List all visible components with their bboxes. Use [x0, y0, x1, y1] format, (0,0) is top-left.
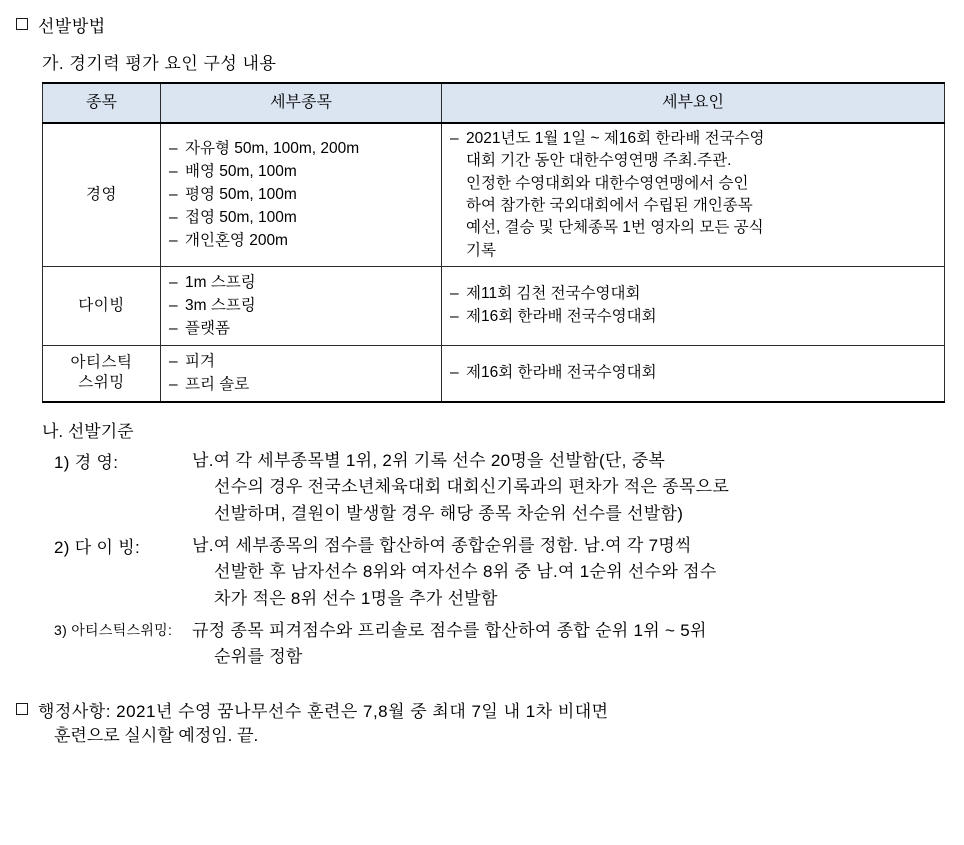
list-item: – 제16회 한라배 전국수영대회 [448, 362, 938, 384]
cell-subevents [161, 266, 442, 345]
criteria-label: 2) 다 이 빙: [54, 537, 140, 557]
column-header-factor: 세부요인 [442, 83, 945, 123]
factor-list [448, 362, 938, 384]
column-header-subevent: 세부종목 [161, 83, 442, 123]
factor-line: 하여 참가한 국외대회에서 수립된 개인종목 [466, 196, 753, 214]
factor-line: 대회 기간 동안 대한수영연맹 주최.주관. [466, 152, 732, 170]
criteria-section [42, 417, 950, 671]
cell-category [43, 345, 161, 402]
cell-subevents [161, 345, 442, 402]
criteria-line: 규정 종목 피겨점수와 프리솔로 점수를 합산하여 종합 순위 1위 ~ 5위 [192, 620, 707, 640]
table-row [43, 123, 945, 266]
cell-factors [442, 123, 945, 266]
footer-line-2: 훈련으로 실시할 예정임. 끝. [54, 725, 259, 745]
square-bullet-icon [16, 18, 28, 30]
criteria-item-swimming [42, 448, 950, 527]
criteria-line: 선발한 후 남자선수 8위와 여자선수 8위 중 남.여 1순위 선수와 점수 [214, 562, 717, 582]
cell-factors [442, 345, 945, 402]
list-item: – 개인혼영 200m [167, 230, 435, 252]
criteria-label: 1) 경 영: [54, 452, 119, 472]
criteria-body [192, 448, 950, 527]
cell-category: 경영 [43, 123, 161, 266]
subsection-heading-a: 가. 경기력 평가 요인 구성 내용 [42, 54, 277, 73]
factor-line: 기록 [466, 241, 496, 259]
criteria-title: 나. 선발기준 [42, 421, 134, 441]
list-item: – 플랫폼 [167, 318, 435, 340]
section-title: 선발방법 [38, 17, 106, 36]
list-item: – 평영 50m, 100m [167, 184, 435, 206]
criteria-line: 선수의 경우 전국소년체육대회 대회신기록과의 편차가 적은 종목으로 [214, 477, 730, 497]
cell-factors [442, 266, 945, 345]
criteria-line: 순위를 정함 [214, 647, 303, 667]
section-heading-selection-method [16, 12, 950, 37]
list-item: – 접영 50m, 100m [167, 207, 435, 229]
table-row [43, 266, 945, 345]
table-header-row [43, 83, 945, 123]
factor-line: 예선, 결승 및 단체종목 1번 영자의 모든 공식 [466, 219, 764, 237]
cell-category: 다이빙 [43, 266, 161, 345]
list-item: – 제11회 김천 전국수영대회 [448, 283, 938, 305]
footer-note [14, 697, 950, 749]
criteria-body [192, 618, 950, 671]
list-item: – 배영 50m, 100m [167, 161, 435, 183]
list-item: – 피겨 [167, 351, 435, 373]
list-item: – 3m 스프링 [167, 295, 435, 317]
footer-heading [16, 697, 950, 722]
criteria-item-diving [42, 533, 950, 612]
list-item: – 프리 솔로 [167, 374, 435, 396]
criteria-line: 차가 적은 8위 선수 1명을 추가 선발함 [214, 588, 498, 608]
factor-text-block [448, 128, 938, 262]
list-item: – 1m 스프링 [167, 272, 435, 294]
cell-category-line: 아티스틱 [70, 354, 133, 372]
footer-line-1: 행정사항: 2021년 수영 꿈나무선수 훈련은 7,8월 중 최대 7일 내 1차 비대면 [38, 701, 609, 721]
list-item: – 자유형 50m, 100m, 200m [167, 138, 435, 160]
factor-line: 인정한 수영대회와 대한수영연맹에서 승인 [466, 174, 749, 192]
list-item: – 제16회 한라배 전국수영대회 [448, 306, 938, 328]
criteria-line: 남.여 각 세부종목별 1위, 2위 기록 선수 20명을 선발함(단, 중복 [192, 450, 666, 470]
criteria-body [192, 533, 950, 612]
factor-list [448, 283, 938, 328]
cell-subevents [161, 123, 442, 266]
cell-category-line: 스위밍 [78, 374, 125, 392]
criteria-line: 선발하며, 결원이 발생할 경우 해당 종목 차순위 선수를 선발함) [214, 503, 684, 523]
criteria-label: 3) 아티스틱스위밍: [54, 621, 173, 638]
square-bullet-icon [16, 703, 28, 715]
criteria-line: 남.여 세부종목의 점수를 합산하여 종합순위를 정함. 남.여 각 7명씩 [192, 535, 692, 555]
factor-line: – 2021년도 1월 1일 ~ 제16회 한라배 전국수영 [466, 130, 765, 147]
table-row [43, 345, 945, 402]
column-header-event: 종목 [43, 83, 161, 123]
subevent-list [167, 351, 435, 396]
subevent-list [167, 272, 435, 340]
evaluation-factors-table [42, 82, 945, 403]
criteria-item-artistic-swimming [42, 618, 950, 671]
subevent-list [167, 138, 435, 252]
